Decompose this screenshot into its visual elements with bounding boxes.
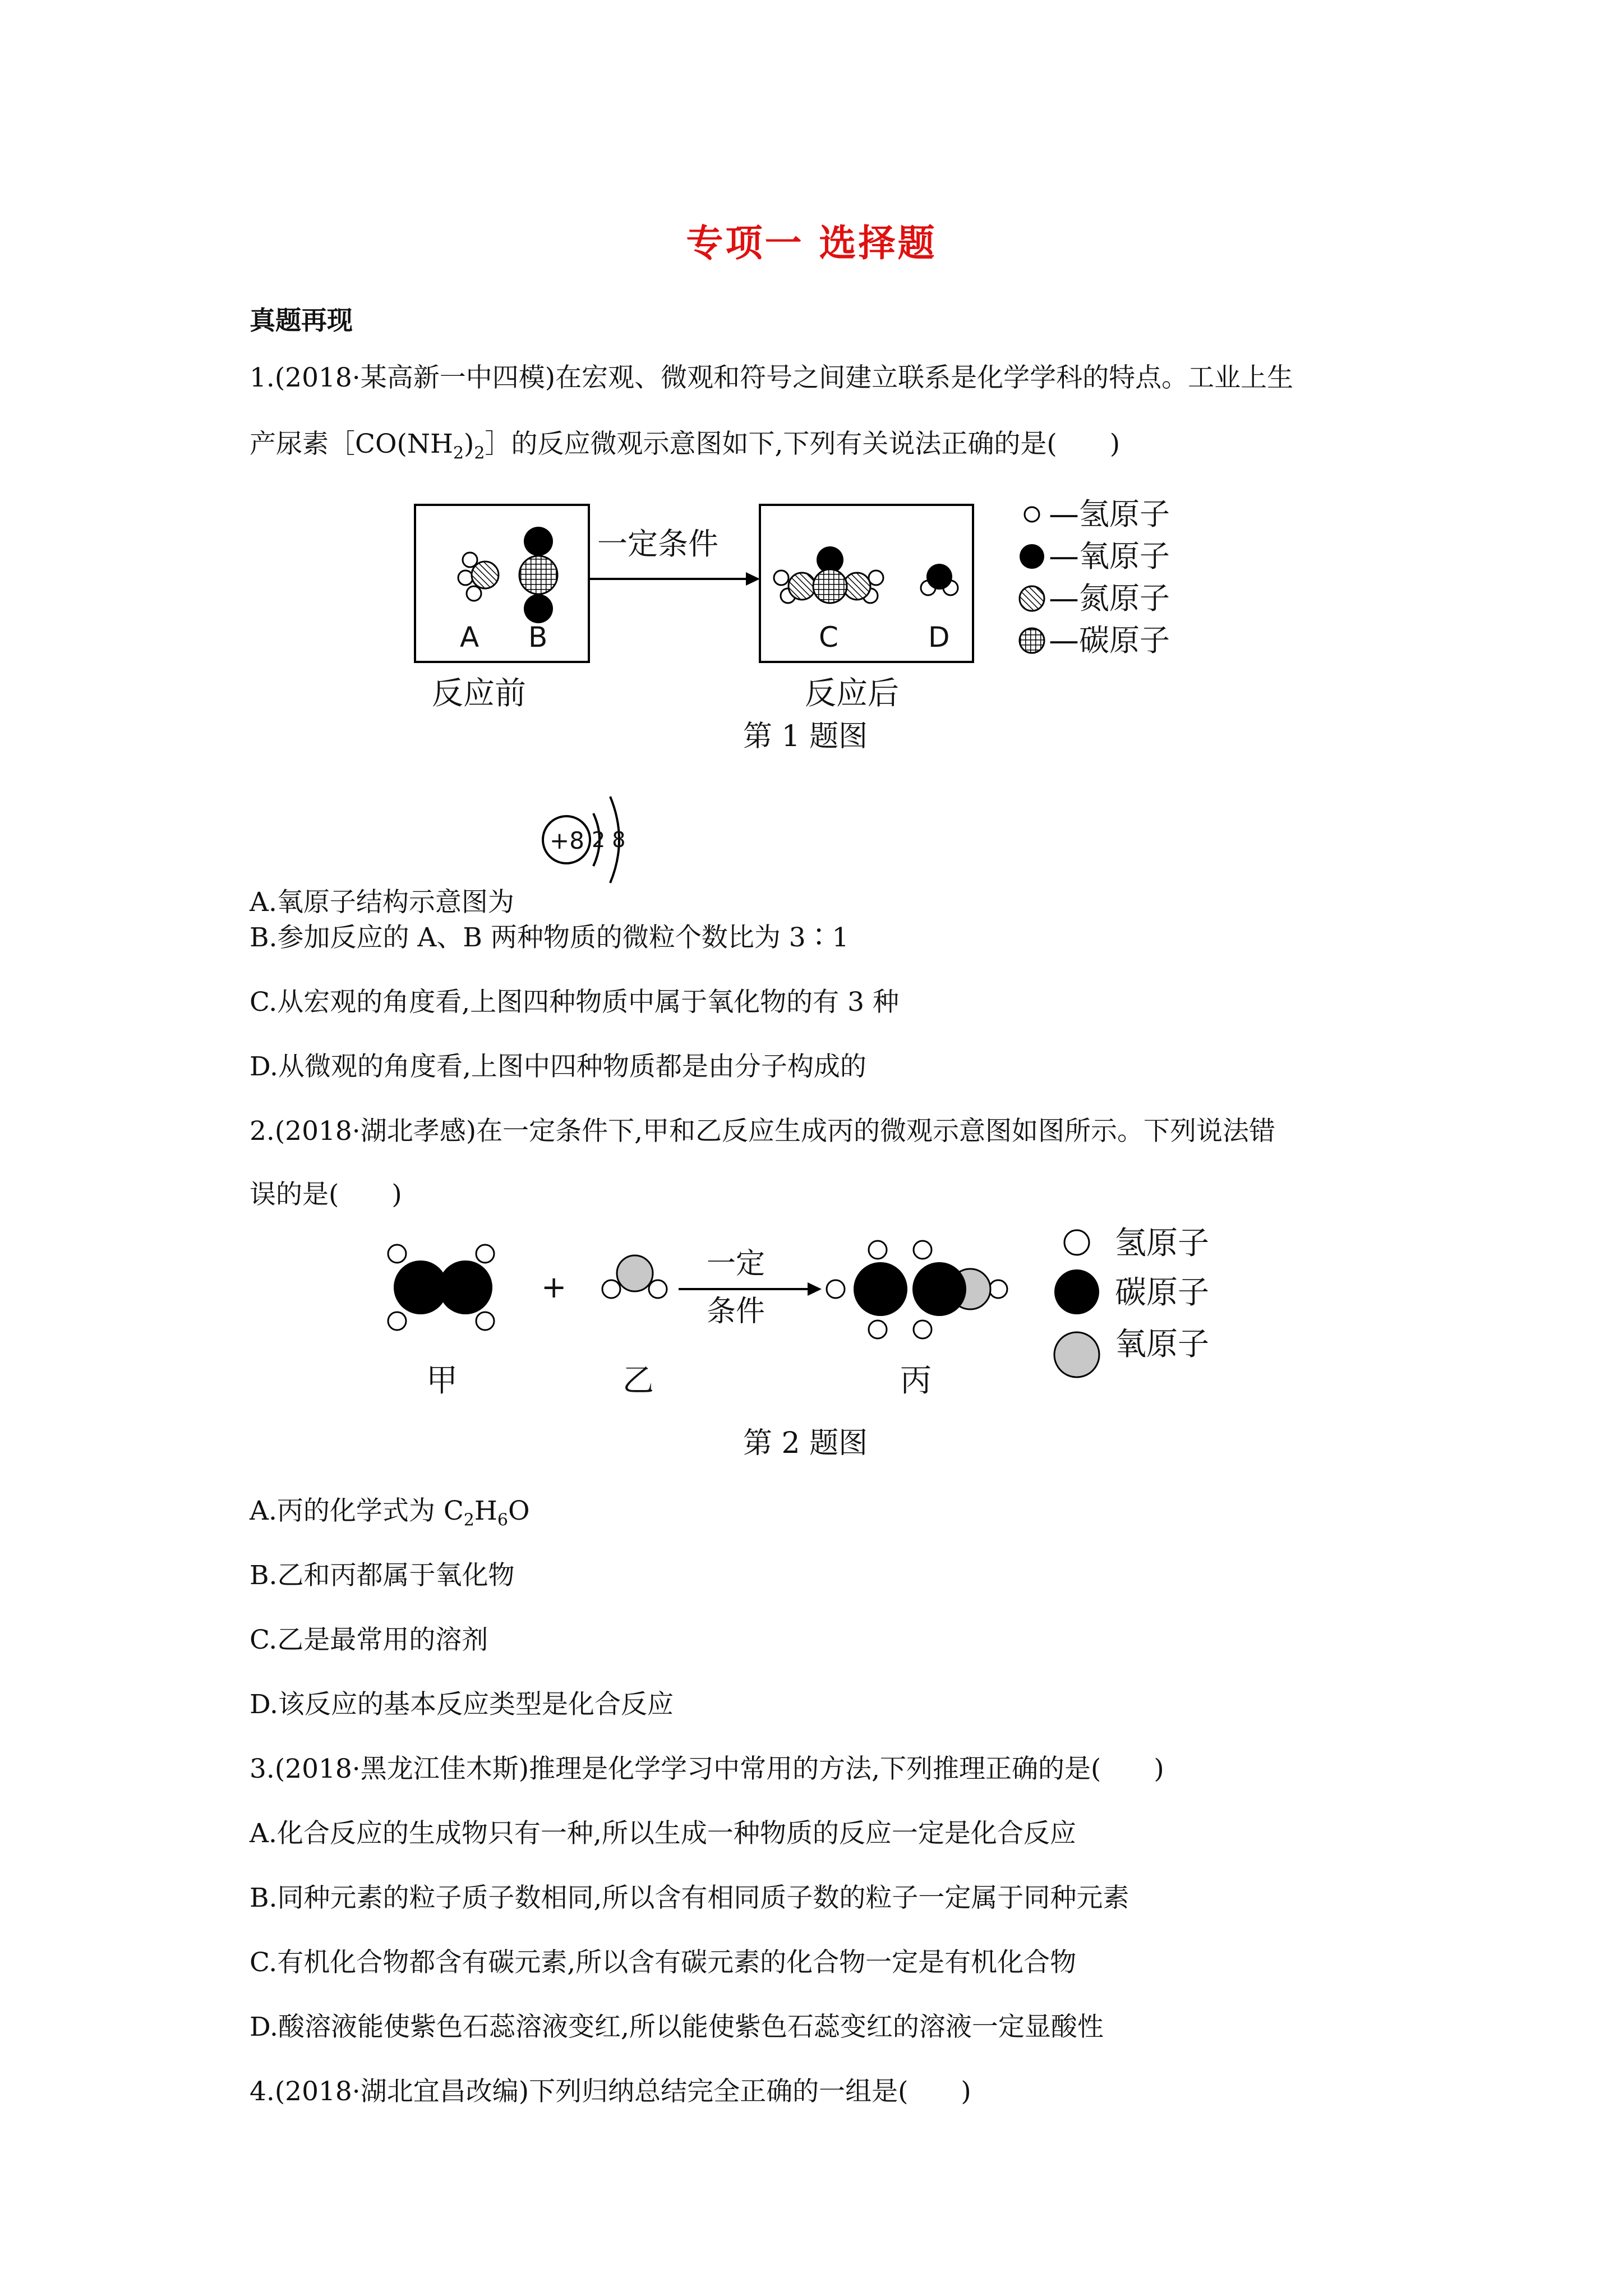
molecule-c: [774, 546, 883, 603]
section-heading: 真题再现: [250, 305, 353, 335]
q1-line2: 产尿素$[CO(NH_2)_2]$的反应微观示意图如下,下列有关说法正确的是( ): [250, 429, 1121, 463]
q2-line1: 2.(2018·湖北孝感)在一定条件下,甲和乙反应生成丙的微观示意图如图所示。下列说法错: [250, 1116, 1276, 1147]
figure-1-diagram: [409, 488, 1251, 724]
molecule-jia: [388, 1245, 494, 1330]
q2-option-c: C.乙是最常用的溶剂: [250, 1625, 488, 1655]
q1-option-d: D.从微观的角度看,上图中四种物质都是由分子构成的: [250, 1051, 866, 1082]
q2-line2: 误的是( ): [250, 1179, 402, 1210]
figure-1-legend: [1020, 496, 1170, 658]
label-d: D: [928, 621, 950, 654]
label-bing: 丙: [900, 1363, 932, 1399]
q3-line1: 3.(2018·黑龙江佳木斯)推理是化学学习中常用的方法,下列推理正确的是( ): [250, 1754, 1164, 1784]
svg-text:—氢原子: —氢原子: [1049, 496, 1170, 532]
svg-text:—氧原子: —氧原子: [1049, 539, 1170, 574]
svg-text:—碳原子: —碳原子: [1049, 623, 1170, 658]
q1-option-b: B.参加反应的 A、B 两种物质的微粒个数比为 3∶1: [250, 922, 849, 953]
label-a: A: [460, 621, 479, 654]
label-jia: 甲: [426, 1363, 458, 1399]
before-box: [415, 505, 589, 662]
figure-1-caption: 第 1 题图: [743, 720, 868, 753]
plus-sign: +: [541, 1269, 567, 1305]
arrow-condition-bottom: 条件: [707, 1295, 766, 1328]
svg-text:氢原子: 氢原子: [1115, 1225, 1209, 1262]
q1-option-a: A.氧原子结构示意图为: [250, 887, 514, 918]
page-title: 专项一 选择题: [686, 221, 937, 265]
q3-option-c: C.有机化合物都含有碳元素,所以含有碳元素的化合物一定是有机化合物: [250, 1947, 1077, 1978]
q1-option-c: C.从宏观的角度看,上图四种物质中属于氧化物的有 3 种: [250, 987, 899, 1018]
svg-text:氧原子: 氧原子: [1115, 1326, 1209, 1363]
svg-text:+8: +8: [550, 827, 584, 854]
q3-option-b: B.同种元素的粒子质子数相同,所以含有相同质子数的粒子一定属于同种元素: [250, 1883, 1129, 1913]
before-label: 反应前: [432, 675, 526, 712]
svg-text:—氮原子: —氮原子: [1049, 581, 1170, 616]
label-b: B: [528, 621, 548, 654]
figure-2-diagram: [376, 1223, 1256, 1414]
figure-2-caption: 第 2 题图: [743, 1427, 868, 1460]
q2-option-a: A.丙的化学式为 $C_2H_6O$: [250, 1496, 530, 1530]
svg-text:碳原子: 碳原子: [1115, 1274, 1209, 1311]
q1-line1: 1.(2018·某高新一中四模)在宏观、微观和符号之间建立联系是化学学科的特点。工业上生: [250, 362, 1294, 393]
label-yi: 乙: [623, 1363, 654, 1399]
q4-line1: 4.(2018·湖北宜昌改编)下列归纳总结完全正确的一组是( ): [250, 2076, 971, 2107]
label-c: C: [819, 621, 838, 654]
oxygen-atom-structure: [533, 785, 639, 898]
after-label: 反应后: [805, 675, 899, 712]
molecule-bing: [827, 1241, 1007, 1338]
arrow-condition: 一定条件: [597, 526, 718, 562]
q2-option-d: D.该反应的基本反应类型是化合反应: [250, 1689, 674, 1720]
molecule-d: [921, 564, 958, 595]
svg-text:2 8: 2 8: [592, 827, 626, 852]
figure-2-legend: [1054, 1225, 1209, 1377]
molecule-a: [458, 553, 499, 601]
q3-option-a: A.化合反应的生成物只有一种,所以生成一种物质的反应一定是化合反应: [250, 1818, 1076, 1849]
molecule-b: [519, 527, 557, 623]
molecule-yi: [602, 1255, 667, 1298]
arrow-condition-top: 一定: [707, 1247, 766, 1281]
q2-option-b: B.乙和丙都属于氧化物: [250, 1560, 515, 1591]
q3-option-d: D.酸溶液能使紫色石蕊溶液变红,所以能使紫色石蕊变红的溶液一定显酸性: [250, 2012, 1104, 2042]
